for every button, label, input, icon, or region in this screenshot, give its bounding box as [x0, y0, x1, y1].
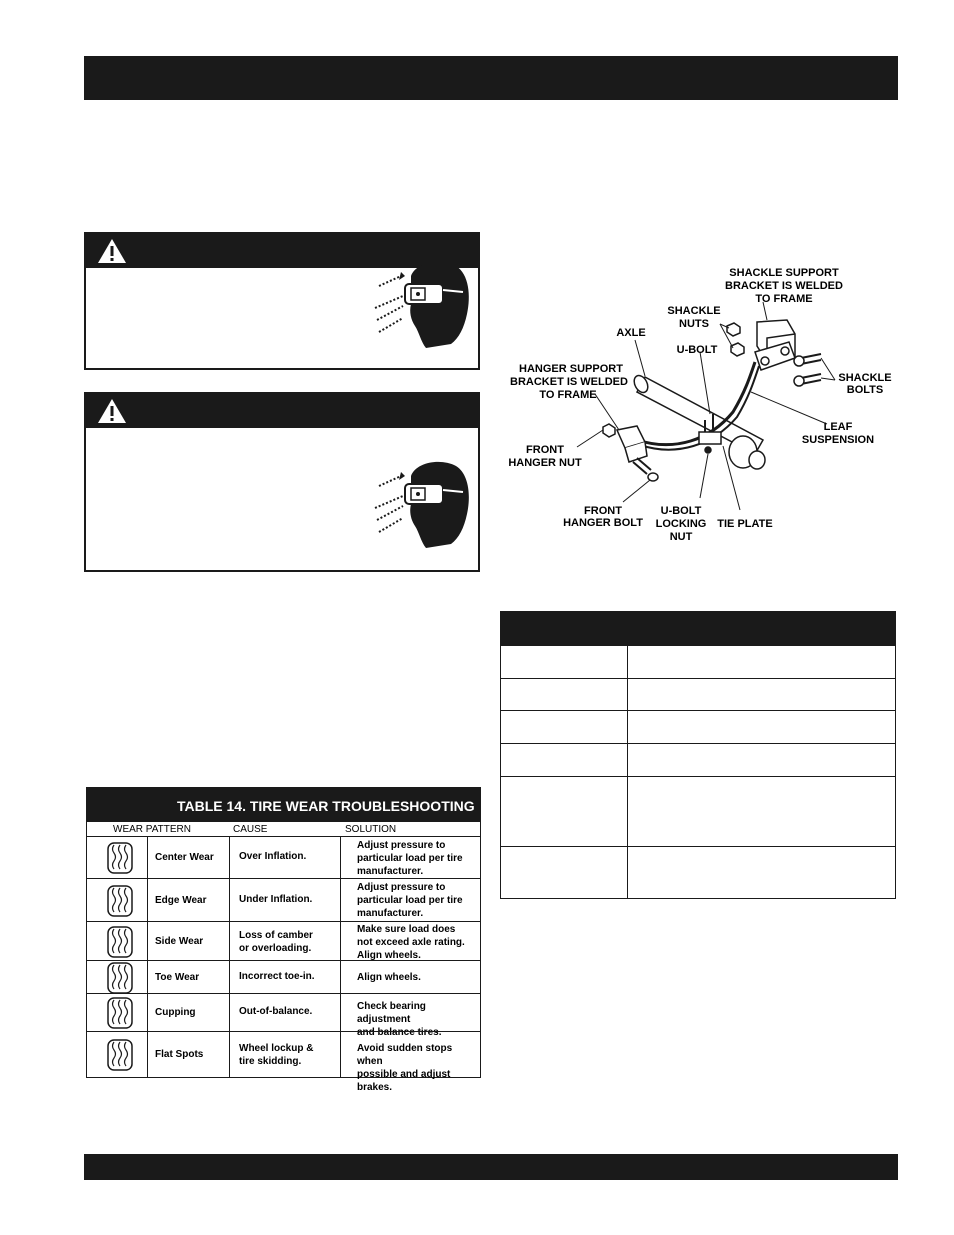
label-u-bolt: U-BOLT	[676, 344, 718, 356]
label-hanger-support-3: TO FRAME	[539, 389, 597, 401]
label-u-bolt-locking-nut-2: LOCKING	[655, 518, 707, 530]
tire-tread-icon	[107, 1039, 133, 1071]
table-row	[87, 878, 480, 921]
label-shackle-nuts-1: SHACKLE	[667, 305, 721, 317]
warning-triangle-icon	[96, 397, 128, 425]
leaf-suspension-diagram	[505, 262, 905, 547]
label-front-hanger-nut-1: FRONT	[526, 444, 564, 456]
footer-bar	[84, 1154, 898, 1180]
table-row	[87, 1031, 480, 1093]
cause-text: Out-of-balance.	[239, 1006, 313, 1017]
tire-tread-icon	[107, 926, 133, 958]
safety-goggles-icon	[371, 456, 471, 554]
label-shackle-support-2: BRACKET IS WELDED	[725, 280, 843, 292]
tire-tread-icon	[107, 962, 133, 994]
tire-tread-icon	[107, 885, 133, 917]
safety-goggles-icon	[371, 256, 471, 354]
solution-text: Make sure load does not exceed axle rating. Align wheels.	[357, 924, 465, 961]
warning-header	[86, 394, 478, 428]
label-shackle-support-3: TO FRAME	[755, 293, 813, 305]
cause-text: Loss of camber or overloading.	[239, 930, 313, 954]
solution-text: Avoid sudden stops when possible and adjust brakes.	[357, 1043, 453, 1093]
table-title: TABLE 14. TIRE WEAR TROUBLESHOOTING	[87, 788, 480, 822]
cause-text: Over Inflation.	[239, 851, 307, 862]
label-tie-plate: TIE PLATE	[717, 518, 773, 530]
warning-box-2	[84, 392, 480, 572]
wear-pattern-label: Toe Wear	[155, 972, 200, 983]
solution-text: Check bearing adjustment and balance tires.	[357, 1001, 442, 1038]
header-wear-pattern: WEAR PATTERN	[113, 824, 191, 835]
label-shackle-nuts-2: NUTS	[679, 318, 709, 330]
label-hanger-support-1: HANGER SUPPORT	[519, 363, 623, 375]
table-header	[501, 612, 895, 646]
label-axle: AXLE	[616, 327, 646, 339]
wear-pattern-label: Flat Spots	[155, 1049, 204, 1060]
label-front-hanger-nut-2: HANGER NUT	[508, 457, 582, 469]
header-cause: CAUSE	[233, 824, 268, 835]
label-front-hanger-bolt-2: HANGER BOLT	[563, 517, 643, 529]
solution-text: Adjust pressure to particular load per tire manufacturer.	[357, 840, 463, 877]
cause-text: Under Inflation.	[239, 894, 313, 905]
label-hanger-support-2: BRACKET IS WELDED	[510, 376, 628, 388]
cause-text: Incorrect toe-in.	[239, 971, 315, 982]
label-leaf-suspension-1: LEAF	[823, 421, 853, 433]
tire-tread-icon	[107, 997, 133, 1029]
table-row	[87, 836, 480, 878]
tire-wear-table	[86, 787, 481, 1093]
warning-triangle-icon	[96, 237, 128, 265]
cause-text: Wheel lockup & tire skidding.	[239, 1043, 314, 1067]
header-solution: SOLUTION	[345, 824, 397, 835]
torque-table	[500, 611, 896, 899]
label-shackle-support-1: SHACKLE SUPPORT	[729, 267, 839, 279]
wear-pattern-label: Side Wear	[155, 936, 204, 947]
table-row	[87, 993, 480, 1038]
label-leaf-suspension-2: SUSPENSION	[801, 434, 875, 446]
warning-box-1	[84, 232, 480, 370]
table-row	[87, 960, 480, 993]
solution-text: Adjust pressure to particular load per tire manufacturer.	[357, 882, 463, 919]
wear-pattern-label: Edge Wear	[155, 895, 207, 906]
solution-text: Align wheels.	[357, 972, 421, 983]
wear-pattern-label: Center Wear	[155, 852, 214, 863]
tire-tread-icon	[107, 842, 133, 874]
label-u-bolt-locking-nut-1: U-BOLT	[660, 505, 702, 517]
table-row	[87, 921, 480, 960]
label-shackle-bolts-2: BOLTS	[846, 384, 884, 396]
wear-pattern-label: Cupping	[155, 1007, 196, 1018]
label-u-bolt-locking-nut-3: NUT	[669, 531, 693, 543]
header-bar	[84, 56, 898, 100]
label-front-hanger-bolt-1: FRONT	[584, 505, 622, 517]
label-shackle-bolts-1: SHACKLE	[838, 372, 892, 384]
